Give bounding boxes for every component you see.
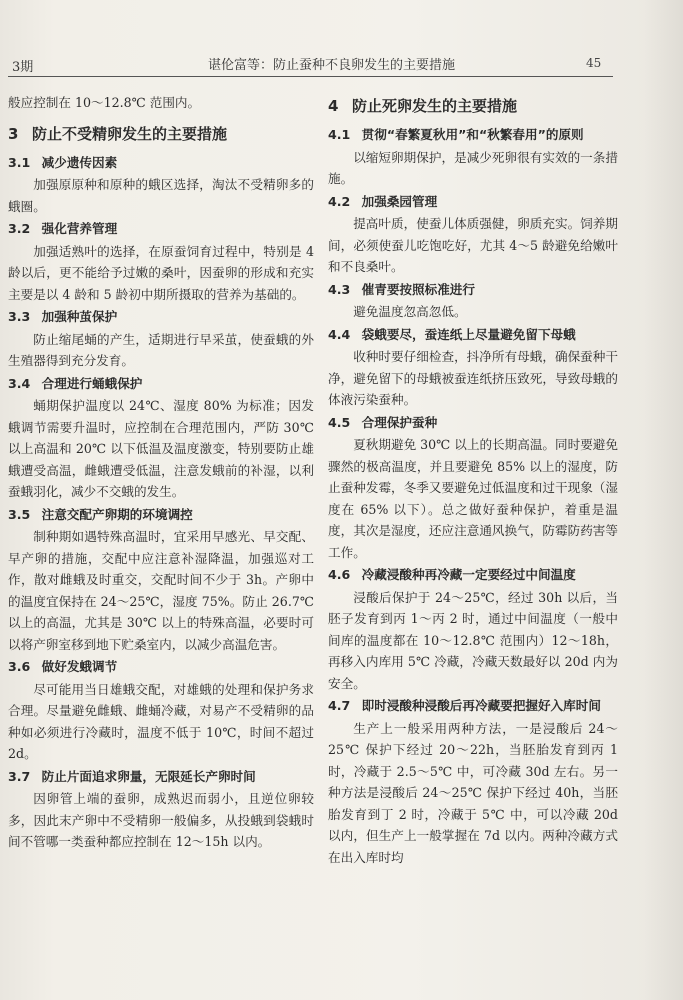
subsection-heading-4-4: 4.4 袋蛾要尽，蚕连纸上尽量避免留下母蛾 [328,326,576,342]
paragraph-4-2: 提高叶质，使蚕儿体质强健，卵质充实。饲养期间，必须使蚕儿吃饱吃好，尤其 4～5 龄避免给嫩叶和不良桑叶。 [328,216,618,274]
paragraph-3-5: 制种期如遇特殊高温时，宜采用早感光、早交配、早产卵的措施，交配中应注意补湿降温，加强巡对工作，散对雌蛾及时重交，交配时间不少于 3h。产卵中的温度宜保持在 24～25℃，湿度 75%。防止 26.7℃ 以上的高温，尤其是 30℃ 以上的特殊高温，必要时可以将产卵室移到地下贮桑室内，以减少高温危害。 [8,529,314,652]
subsection-heading-4-5: 4.5 合理保护蚕种 [328,414,438,430]
subsection-heading-3-1: 3.1 减少遗传因素 [8,154,118,170]
issue-label: 3期 [12,60,34,75]
subsection-heading-3-2: 3.2 强化营养管理 [8,221,118,236]
subsection-heading-4-2: 4.2 加强桑园管理 [328,193,438,209]
paragraph-4-3: 避免温度忽高忽低。 [353,304,467,319]
subsection-heading-4-1: 4.1 贯彻“春繁夏秋用”和“秋繁春用”的原则 [328,127,584,142]
subsection-heading-3-3: 3.3 加强种茧保护 [8,309,118,324]
paragraph-4-1: 以缩短卵期保护，是减少死卵很有实效的一条措施。 [328,149,618,186]
paragraph-4-6: 浸酸后保护于 24～25℃，经过 30h 以后，当胚子发育到丙 1～丙 2 时，通过中间温度（一般中间库的温度都在 10～12.8℃ 范围内）12～18h，再移入内库用 5℃ 冷藏，冷藏天数最好以 20d 内为安全。 [328,589,618,691]
paragraph-4-7: 生产上一般采用两种方法，一是浸酸后 24～25℃ 保护下经过 20～22h，当胚胎发育到丙 1 时，冷藏于 2.5～5℃ 中，可冷藏 30d 左右。另一种方法是浸酸后 24～25℃ 保护下经过 40h，当胚胎发育到丁 2 时，冷藏于 5℃ 中，可以冷藏 20d 以内，但生产上一般掌握在 7d 以内。两种冷藏方式在出入库时均 [328,720,618,865]
left-column [8,92,314,853]
paragraph-3-1: 加强原原种和原种的蛾区选择，淘汰不受精卵多的蛾圈。 [8,177,314,214]
subsection-heading-4-3: 4.3 催青要按照标准进行 [328,281,475,297]
subsection-heading-3-7: 3.7 防止片面追求卵量，无限延长产卵时间 [8,768,256,784]
subsection-heading-4-7: 4.7 即时浸酸种浸酸后再冷藏要把握好入库时间 [328,698,601,713]
section-heading-3: 3 防止不受精卵发生的主要措施 [8,124,227,143]
page-number: 45 [586,56,602,70]
right-column [328,92,618,868]
page-edge-shadow [643,0,683,1000]
paragraph-3-7: 因卵管上端的蚕卵，成熟迟而弱小，且逆位卵较多，因此末产卵中不受精卵一般偏多，从投蛾到袋蛾时间不管哪一类蚕种都应控制在 12～15h 以内。 [8,791,314,849]
subsection-heading-3-5: 3.5 注意交配产卵期的环境调控 [8,506,193,522]
paragraph-3-6: 尽可能用当日雄蛾交配，对雄蛾的处理和保护务求合理。尽量避免雌蛾、雌蛹冷藏，对易产不受精卵的品种如必须进行冷藏时，温度不低于 10℃，时间不超过 2d。 [8,681,314,761]
subsection-heading-3-6: 3.6 做好发蛾调节 [8,659,118,674]
running-title: 谌伦富等：防止蚕种不良卵发生的主要措施 [208,58,456,73]
carryover-paragraph: 般应控制在 10～12.8℃ 范围内。 [8,95,201,110]
paragraph-3-3: 防止缩尾蛹的产生，适期进行早采茧，使蚕蛾的外生殖器得到充分发育。 [8,331,314,368]
section-heading-4: 4 防止死卵发生的主要措施 [328,97,517,115]
running-header [8,46,613,77]
paragraph-4-4: 收种时要仔细检查，抖净所有母蛾，确保蚕种干净，避免留下的母蛾被蚕连纸挤压致死，导致母蛾的体液污染蚕种。 [328,349,618,407]
subsection-heading-4-6: 4.6 冷藏浸酸种再冷藏一定要经过中间温度 [328,567,576,582]
paragraph-3-4: 蛹期保护温度以 24℃、湿度 80% 为标准；因发蛾调节需要升温时，应控制在合理范围内，严防 30℃ 以上高温和 20℃ 以下低温及温度激变，特别要防止雄蛾遭受高温，雌蛾遭受低温，注意发蛾前的补湿，以利蚕蛾羽化，减少不交蛾的发生。 [8,398,314,499]
paragraph-3-2: 加强适熟叶的选择，在原蚕饲育过程中，特别是 4 龄以后，更不能给予过嫩的桑叶，因蚕卵的形成和充实主要是以 4 龄和 5 龄初中期所摄取的营养为基础的。 [8,243,314,302]
paragraph-4-5: 夏秋期避免 30℃ 以上的长期高温。同时要避免骤然的极高温度，并且要避免 85% 以上的湿度，防止蚕种发霉，冬季又要避免过低温度和过干现象（湿度在 65% 以下）。总之做好蚕种保护，着重是温度，其次是湿度，还应注意通风换气，防霉防药害等工作。 [328,437,618,560]
subsection-heading-3-4: 3.4 合理进行蛹蛾保护 [8,375,143,391]
